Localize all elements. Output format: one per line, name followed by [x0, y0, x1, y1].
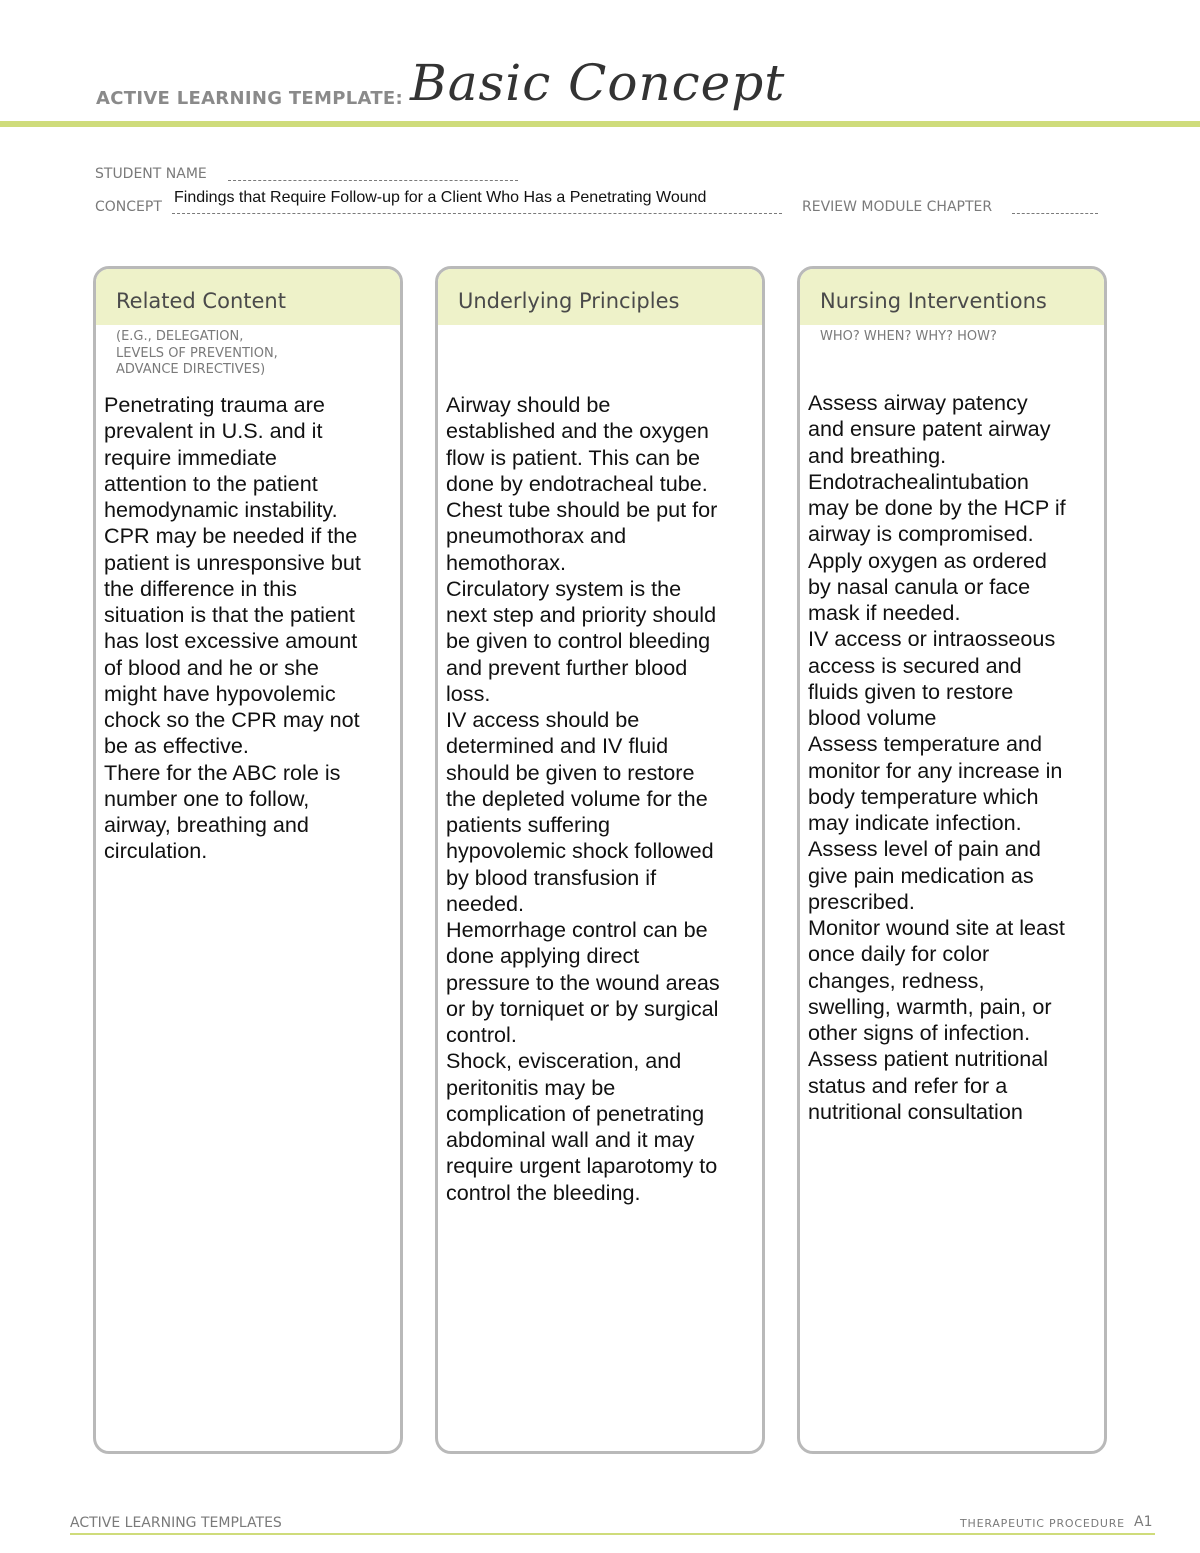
nursing-interventions-title: Nursing Interventions — [820, 289, 1047, 313]
underlying-principles-body[interactable]: Airway should be established and the oxygen flow is patient. This can be done by endotracheal tube. Chest tube should be put for pneumothorax and hemothorax. Circulatory system is the next step and priority should be given to control bleeding and prevent further blood loss. IV access should be determined and IV fluid should be given to restore the depleted volume for the patients suffering hypovolemic shock followed by blood transfusion if needed. Hemorrhage control can be done applying direct pressure to the wound areas or by torniquet or by surgical control. Shock, evisceration, and peritonitis may be complication of penetrating abdominal wall and it may require urgent laparotomy to control the bleeding. — [446, 392, 720, 1205]
related-content-body[interactable]: Penetrating trauma are prevalent in U.S. and it require immediate attention to the patient hemodynamic instability. CPR may be needed if the patient is unresponsive but the difference in this situation is that the patient has lost excessive amount of blood and he or she might have hypovolemic chock so the CPR may not be as effective. There for the ABC role is number one to follow, airway, breathing and circulation. — [104, 392, 361, 864]
nursing-interventions-body[interactable]: Assess airway patency and ensure patent airway and breathing. Endotrachealintubation may be done by the HCP if airway is compromised. Apply oxygen as ordered by nasal canula or face mask if needed. IV access or intraosseous access is secured and fluids given to restore blood volume Assess temperature and monitor for any increase in body temperature which may indicate infection. Assess level of pain and give pain medication as prescribed. Monitor wound site at least once daily for color changes, redness, swelling, warmth, pain, or other signs of infection. Assess patient nutritional status and refer for a nutritional consultation — [808, 390, 1066, 1124]
footer-page-number: A1 — [1134, 1514, 1153, 1530]
nursing-interventions-card — [797, 266, 1107, 1454]
related-content-header — [96, 269, 400, 325]
student-name-label: STUDENT NAME — [95, 166, 207, 182]
footer-divider — [70, 1533, 1155, 1535]
related-content-title: Related Content — [116, 289, 286, 313]
concept-label: CONCEPT — [95, 199, 162, 215]
concept-value[interactable]: Findings that Require Follow-up for a Client Who Has a Penetrating Wound — [174, 189, 707, 206]
underlying-principles-card — [435, 266, 765, 1454]
nursing-interventions-header — [800, 269, 1104, 325]
template-title: Basic Concept — [410, 54, 786, 112]
header-divider — [0, 121, 1200, 127]
concept-field-line — [172, 213, 782, 214]
related-content-subtitle: (E.G., DELEGATION, LEVELS OF PREVENTION, ADVANCE DIRECTIVES) — [116, 329, 278, 377]
nursing-interventions-subtitle: WHO? WHEN? WHY? HOW? — [820, 329, 997, 344]
review-module-label: REVIEW MODULE CHAPTER — [802, 199, 993, 215]
underlying-principles-title: Underlying Principles — [458, 289, 680, 313]
review-module-field[interactable] — [1012, 213, 1098, 214]
underlying-principles-header — [438, 269, 762, 325]
template-label: ACTIVE LEARNING TEMPLATE: — [96, 88, 403, 109]
student-name-field[interactable] — [228, 180, 518, 181]
related-content-card — [93, 266, 403, 1454]
footer-category: THERAPEUTIC PROCEDURE — [960, 1517, 1125, 1530]
footer-template-name: ACTIVE LEARNING TEMPLATES — [70, 1515, 282, 1531]
